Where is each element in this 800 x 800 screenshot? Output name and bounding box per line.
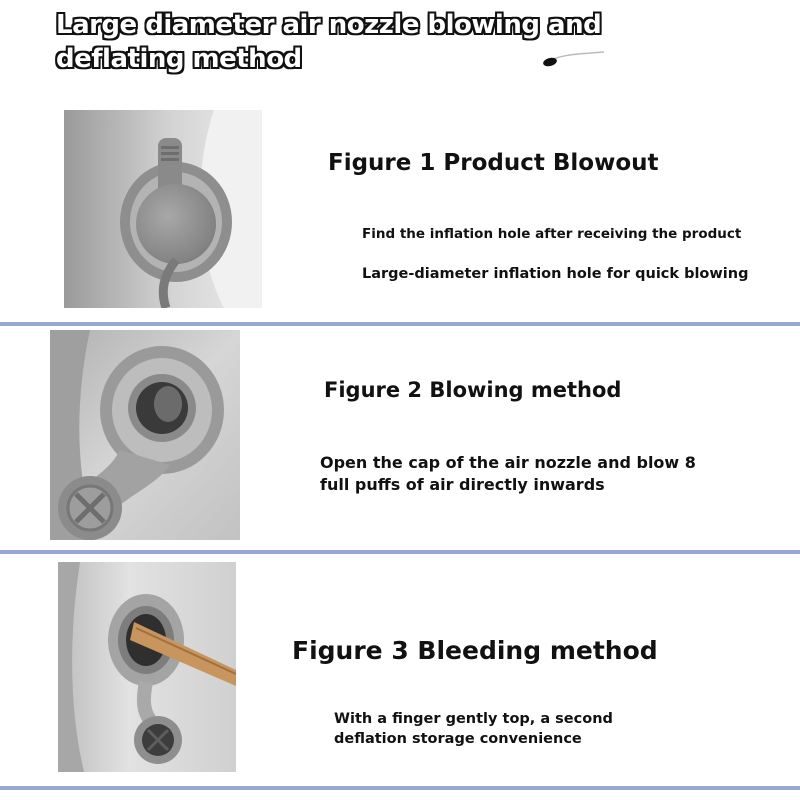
figure-3-photo xyxy=(58,562,236,772)
page-title xyxy=(56,8,601,76)
figure-1-heading: Figure 1 Product Blowout xyxy=(328,150,659,176)
figure-1-photo xyxy=(64,110,262,308)
page-title-line-1: Large diameter air nozzle blowing and xyxy=(56,10,602,40)
figure-2-photo xyxy=(50,330,240,540)
figure-3-caption: With a finger gently top, a second deflation storage convenience xyxy=(334,711,613,747)
figure-1-caption-line-1: Find the inflation hole after receiving the product xyxy=(362,226,742,242)
section-divider-3 xyxy=(0,786,800,790)
figure-3-heading: Figure 3 Bleeding method xyxy=(292,636,658,665)
figure-2-caption: Open the cap of the air nozzle and blow 8 full puffs of air directly inwards xyxy=(320,453,696,494)
section-divider-2 xyxy=(0,550,800,554)
cropped-image-fragment xyxy=(540,40,610,70)
page-title-line-2: deflating method xyxy=(56,44,302,74)
figure-1-caption-line-2: Large-diameter inflation hole for quick blowing xyxy=(362,266,749,282)
figure-2-heading: Figure 2 Blowing method xyxy=(324,378,622,402)
section-divider-1 xyxy=(0,322,800,326)
